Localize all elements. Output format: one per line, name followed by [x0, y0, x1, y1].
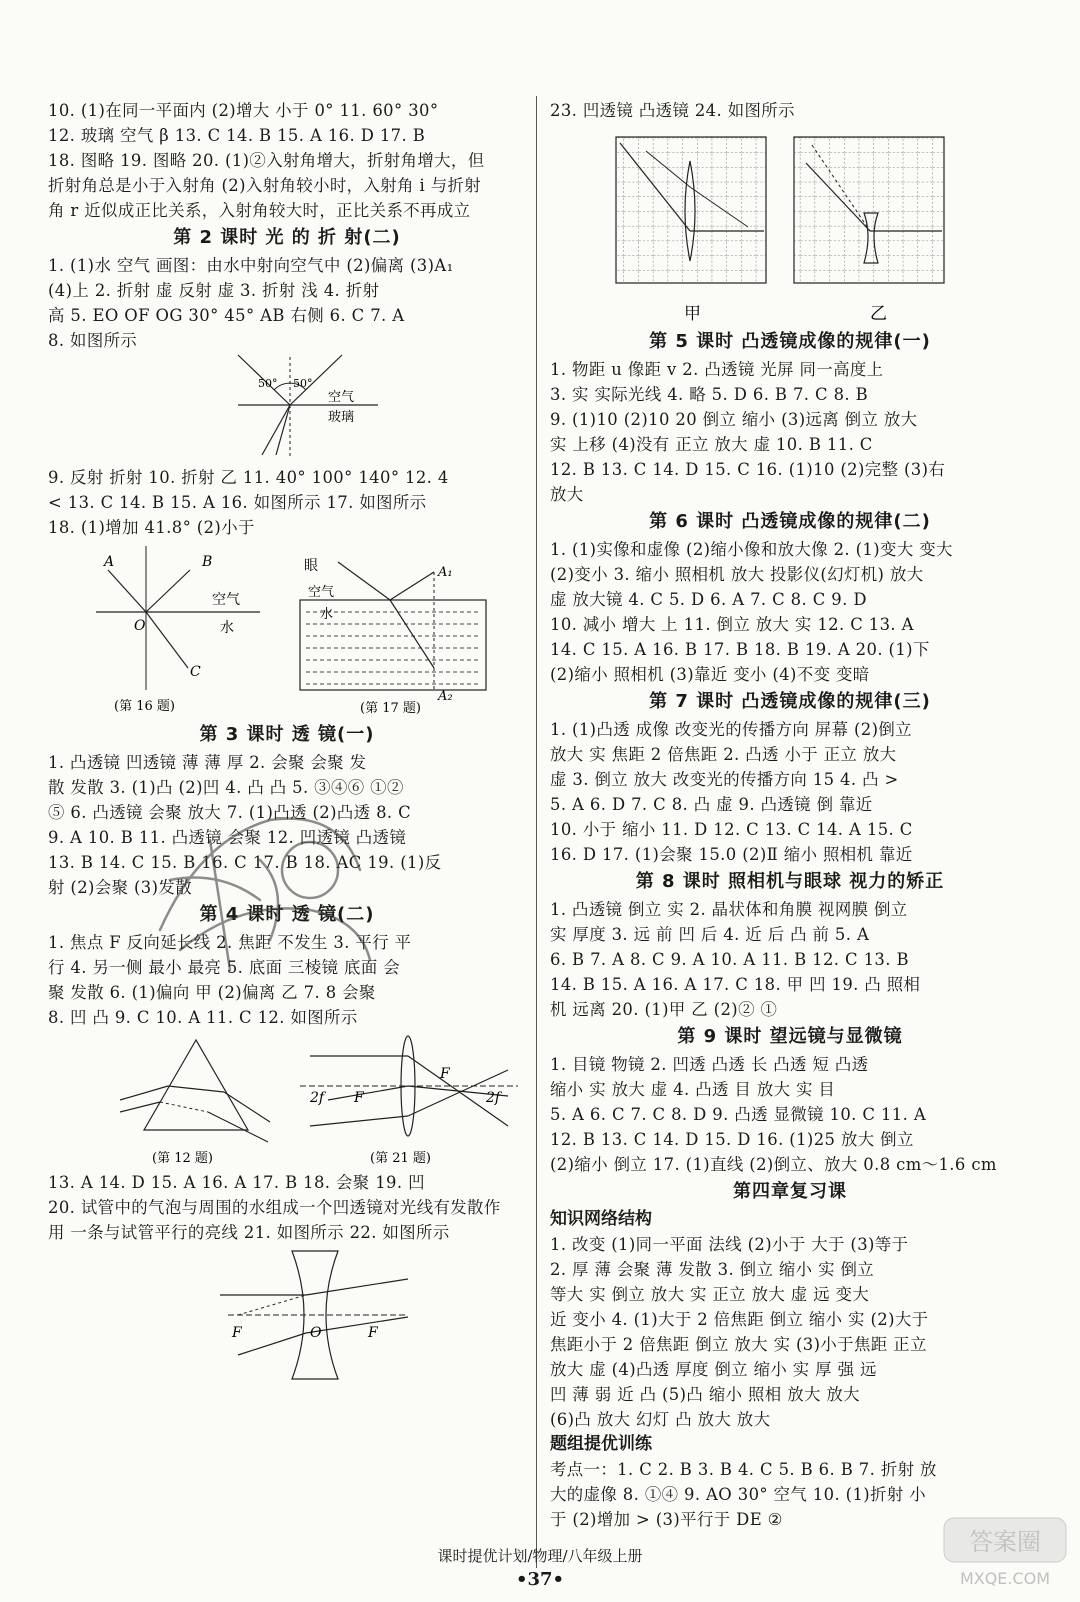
answer-line: (2)缩小 照相机 (3)靠近 变小 (4)不变 变暗: [550, 665, 870, 684]
answer-line: 10. (1)在同一平面内 (2)增大 小于 0° 11. 60° 30°: [48, 101, 439, 120]
focal-label: 2f: [310, 1090, 325, 1106]
answer-line: 散 发散 3. (1)凸 (2)凹 4. 凸 凸 5. ③④⑥ ①②: [48, 778, 404, 797]
figure-caption: (第 12 题): [152, 1151, 213, 1166]
answer-line: 12. B 13. C 14. D 15. C 16. (1)10 (2)完整 (3)右: [550, 460, 946, 479]
answer-line: 13. B 14. C 15. B 16. C 17. B 18. AC 19. (1)反: [48, 853, 442, 872]
section-heading: 第四章复习课: [733, 1181, 847, 1202]
section-heading: 第 3 课时 透 镜(一): [199, 724, 375, 745]
answer-line: 缩小 实 放大 虚 4. 凸透 目 放大 实 目: [550, 1080, 836, 1099]
answer-line: 1. 物距 u 像距 v 2. 凸透镜 光屏 同一高度上: [550, 360, 884, 379]
left-column: [48, 98, 526, 1385]
answer-line: 1. (1)凸透 成像 改变光的传播方向 屏幕 (2)倒立: [550, 720, 912, 739]
figure-label: 甲: [684, 304, 701, 324]
answer-line: 用 一条与试管平行的亮线 21. 如图所示 22. 如图所示: [48, 1223, 450, 1242]
answer-line: 14. C 15. A 16. B 17. B 18. B 19. A 20. (1)下: [550, 640, 930, 659]
section-heading: 第 5 课时 凸透镜成像的规律(一): [649, 331, 931, 352]
refraction-diagrams: [48, 540, 526, 720]
section-heading: 第 8 课时 照相机与眼球 视力的矫正: [635, 871, 945, 892]
answer-line: 16. D 17. (1)会聚 15.0 (2)Ⅱ 缩小 照相机 靠近: [550, 845, 913, 864]
answer-line: 放大 实 焦距 2 倍焦距 2. 凸透 小于 正立 放大: [550, 745, 897, 764]
answer-line: 12. B 13. C 14. D 15. D 16. (1)25 放大 倒立: [550, 1130, 914, 1149]
lens-diagrams: [48, 1030, 526, 1170]
answer-line: 9. 反射 折射 10. 折射 乙 11. 40° 100° 140° 12. 4: [48, 468, 449, 487]
answer-line: (2)缩小 倒立 17. (1)直线 (2)倒立、放大 0.8 cm～1.6 cm: [550, 1155, 997, 1174]
medium-label: 空气: [212, 592, 240, 608]
point-label: A₂: [438, 689, 453, 704]
column-divider: [536, 96, 537, 1568]
focal-label: F: [368, 1325, 378, 1341]
answer-line: 9. (1)10 (2)10 20 倒立 缩小 (3)远离 倒立 放大: [550, 410, 918, 429]
answer-line: 放大: [550, 485, 584, 504]
point-label: A: [104, 554, 115, 570]
answer-line: 12. 玻璃 空气 β 13. C 14. B 15. A 16. D 17. B: [48, 126, 426, 145]
center-label: O: [310, 1325, 322, 1341]
answer-line: 23. 凹透镜 凸透镜 24. 如图所示: [550, 101, 795, 120]
grid-lens-diagrams: [550, 123, 1030, 327]
answer-line: 机 远离 20. (1)甲 乙 (2)② ①: [550, 1000, 778, 1019]
subsection-heading: 题组提优训练: [550, 1434, 652, 1454]
answer-line: 高 5. EO OF OG 30° 45° AB 右侧 6. C 7. A: [48, 306, 405, 325]
answer-line: 20. 试管中的气泡与周围的水组成一个凹透镜对光线有发散作: [48, 1198, 501, 1217]
answer-line: 于 (2)增加 > (3)平行于 DE ②: [550, 1510, 783, 1529]
point-label: B: [202, 554, 213, 570]
answer-line: 1. 凸透镜 凹透镜 薄 薄 厚 2. 会聚 会聚 发: [48, 753, 367, 772]
answer-line: 凹 薄 弱 近 凸 (5)凸 缩小 照相 放大 放大: [550, 1385, 860, 1404]
figure-label: 乙: [870, 304, 887, 324]
figure-q22: [48, 1245, 526, 1385]
section-heading: 第 9 课时 望远镜与显微镜: [677, 1026, 903, 1047]
answer-line: 考点一：1. C 2. B 3. B 4. C 5. B 6. B 7. 折射 放: [550, 1460, 937, 1479]
right-column: [550, 98, 1030, 1532]
answer-line: 折射角总是小于入射角 (2)入射角较小时，入射角 i 与折射: [48, 176, 482, 195]
answer-line: 虚 放大镜 4. C 5. D 6. A 7. C 8. C 9. D: [550, 590, 867, 609]
answer-line: 9. A 10. B 11. 凸透镜 会聚 12. 凹透镜 凸透镜: [48, 828, 407, 847]
answer-line: (2)变小 3. 缩小 照相机 放大 投影仪(幻灯机) 放大: [550, 565, 924, 584]
answer-line: 3. 实 实际光线 4. 略 5. D 6. B 7. C 8. B: [550, 385, 869, 404]
answer-line: 8. 如图所示: [48, 331, 138, 350]
answer-line: 10. 小于 缩小 11. D 12. C 13. C 14. A 15. C: [550, 820, 913, 839]
answer-line: 角 r 近似成正比关系，入射角较大时，正比关系不再成立: [48, 201, 471, 220]
concave-lens-diagram: [48, 1245, 526, 1385]
section-heading: 第 6 课时 凸透镜成像的规律(二): [649, 511, 931, 532]
page-number: •37•: [515, 1569, 565, 1590]
point-label: C: [190, 664, 201, 680]
medium-label: 空气: [308, 585, 335, 600]
angle-label: 50°: [293, 377, 313, 390]
answer-line: 18. 图略 19. 图略 20. (1)②入射角增大，折射角增大，但: [48, 151, 485, 170]
answer-line: 聚 发散 6. (1)偏向 甲 (2)偏离 乙 7. 8 会聚: [48, 983, 376, 1002]
medium-label: 空气: [328, 390, 355, 405]
answer-line: 5. A 6. D 7. C 8. 凸 虚 9. 凸透镜 倒 靠近: [550, 795, 873, 814]
figure-caption: (第 21 题): [370, 1151, 431, 1166]
point-label: O: [134, 618, 146, 634]
answer-line: (6)凸 放大 幻灯 凸 放大 放大: [550, 1410, 771, 1429]
answer-line: 10. 减小 增大 上 11. 倒立 放大 实 12. C 13. A: [550, 615, 914, 634]
svg-text:答案圈: 答案圈: [969, 1528, 1041, 1556]
answer-line: 2. 厚 薄 会聚 薄 发散 3. 倒立 缩小 实 倒立: [550, 1260, 875, 1279]
answer-line: 焦距小于 2 倍焦距 倒立 放大 实 (3)小于焦距 正立: [550, 1335, 927, 1354]
focal-label: 2f: [486, 1090, 501, 1106]
answer-line: 放大 虚 (4)凸透 厚度 倒立 缩小 实 厚 强 远: [550, 1360, 877, 1379]
stamp-overlay: [140, 780, 390, 990]
refraction-diagram: [48, 353, 526, 465]
figure-refraction-q8: [48, 353, 526, 465]
answer-line: 18. (1)增加 41.8° (2)小于: [48, 518, 255, 537]
answer-line: 近 变小 4. (1)大于 2 倍焦距 倒立 缩小 实 (2)大于: [550, 1310, 929, 1329]
answer-line: 1. 目镜 物镜 2. 凹透 凸透 长 凸透 短 凸透: [550, 1055, 869, 1074]
section-heading: 第 7 课时 凸透镜成像的规律(三): [649, 691, 931, 712]
answer-line: 1. (1)实像和虚像 (2)缩小像和放大像 2. (1)变大 变大: [550, 540, 953, 559]
answer-line: 8. 凹 凸 9. C 10. A 11. C 12. 如图所示: [48, 1008, 358, 1027]
point-label: A₁: [438, 565, 453, 580]
answer-line: 实 上移 (4)没有 正立 放大 虚 10. B 11. C: [550, 435, 873, 454]
figures-q16-q17: [48, 540, 526, 720]
figure-q24: [550, 123, 1030, 327]
answer-line: 行 4. 另一侧 最小 最亮 5. 底面 三棱镜 底面 会: [48, 958, 401, 977]
section-heading: 第 2 课时 光 的 折 射(二): [173, 227, 401, 248]
eye-label: 眼: [304, 558, 318, 574]
focal-label: F: [354, 1090, 364, 1106]
figure-caption: (第 17 题): [360, 701, 421, 716]
medium-label: 玻璃: [328, 410, 355, 425]
answer-line: 13. A 14. D 15. A 16. A 17. B 18. 会聚 19. 凹: [48, 1173, 425, 1192]
focal-label: F: [232, 1325, 242, 1341]
answer-line: < 13. C 14. B 15. A 16. 如图所示 17. 如图所示: [48, 493, 427, 512]
angle-label: 50°: [258, 377, 278, 390]
answer-line: (4)上 2. 折射 虚 反射 虚 3. 折射 浅 4. 折射: [48, 281, 380, 300]
answer-line: 6. B 7. A 8. C 9. A 10. A 11. B 12. C 13. B: [550, 950, 909, 969]
figures-q12-q21: [48, 1030, 526, 1170]
answer-line: 1. 凸透镜 倒立 实 2. 晶状体和角膜 视网膜 倒立: [550, 900, 908, 919]
answer-line: 射 (2)会聚 (3)发散: [48, 878, 193, 897]
figure-caption: (第 16 题): [114, 699, 175, 714]
answer-line: 1. 改变 (1)同一平面 法线 (2)小于 大于 (3)等于: [550, 1235, 909, 1254]
answer-line: ⑤ 6. 凸透镜 会聚 放大 7. (1)凸透 (2)凸透 8. C: [48, 803, 412, 822]
answer-line: 实 厚度 3. 远 前 凹 后 4. 近 后 凸 前 5. A: [550, 925, 870, 944]
answer-line: 1. 焦点 F 反向延长线 2. 焦距 不发生 3. 平行 平: [48, 933, 412, 952]
section-heading: 第 4 课时 透 镜(二): [199, 904, 375, 925]
answer-line: 大的虚像 8. ①④ 9. AO 30° 空气 10. (1)折射 小: [550, 1485, 927, 1504]
answer-line: 14. B 15. A 16. A 17. C 18. 甲 凹 19. 凸 照相: [550, 975, 921, 994]
answer-line: 等大 实 倒立 放大 实 正立 放大 虚 远 变大: [550, 1285, 870, 1304]
answer-line: 1. (1)水 空气 画图：由水中射向空气中 (2)偏离 (3)A₁: [48, 256, 454, 275]
focal-label: F: [440, 1066, 450, 1082]
answer-line: 5. A 6. C 7. C 8. D 9. 凸透 显微镜 10. C 11. A: [550, 1105, 927, 1124]
medium-label: 水: [320, 607, 334, 622]
svg-text:MXQE.COM: MXQE.COM: [959, 1569, 1051, 1588]
subsection-heading: 知识网络结构: [550, 1209, 652, 1229]
medium-label: 水: [220, 620, 234, 636]
page-footer: 课时提优计划/物理/八年级上册: [437, 1547, 643, 1565]
answer-line: 虚 3. 倒立 放大 改变光的传播方向 15 4. 凸 >: [550, 770, 899, 789]
